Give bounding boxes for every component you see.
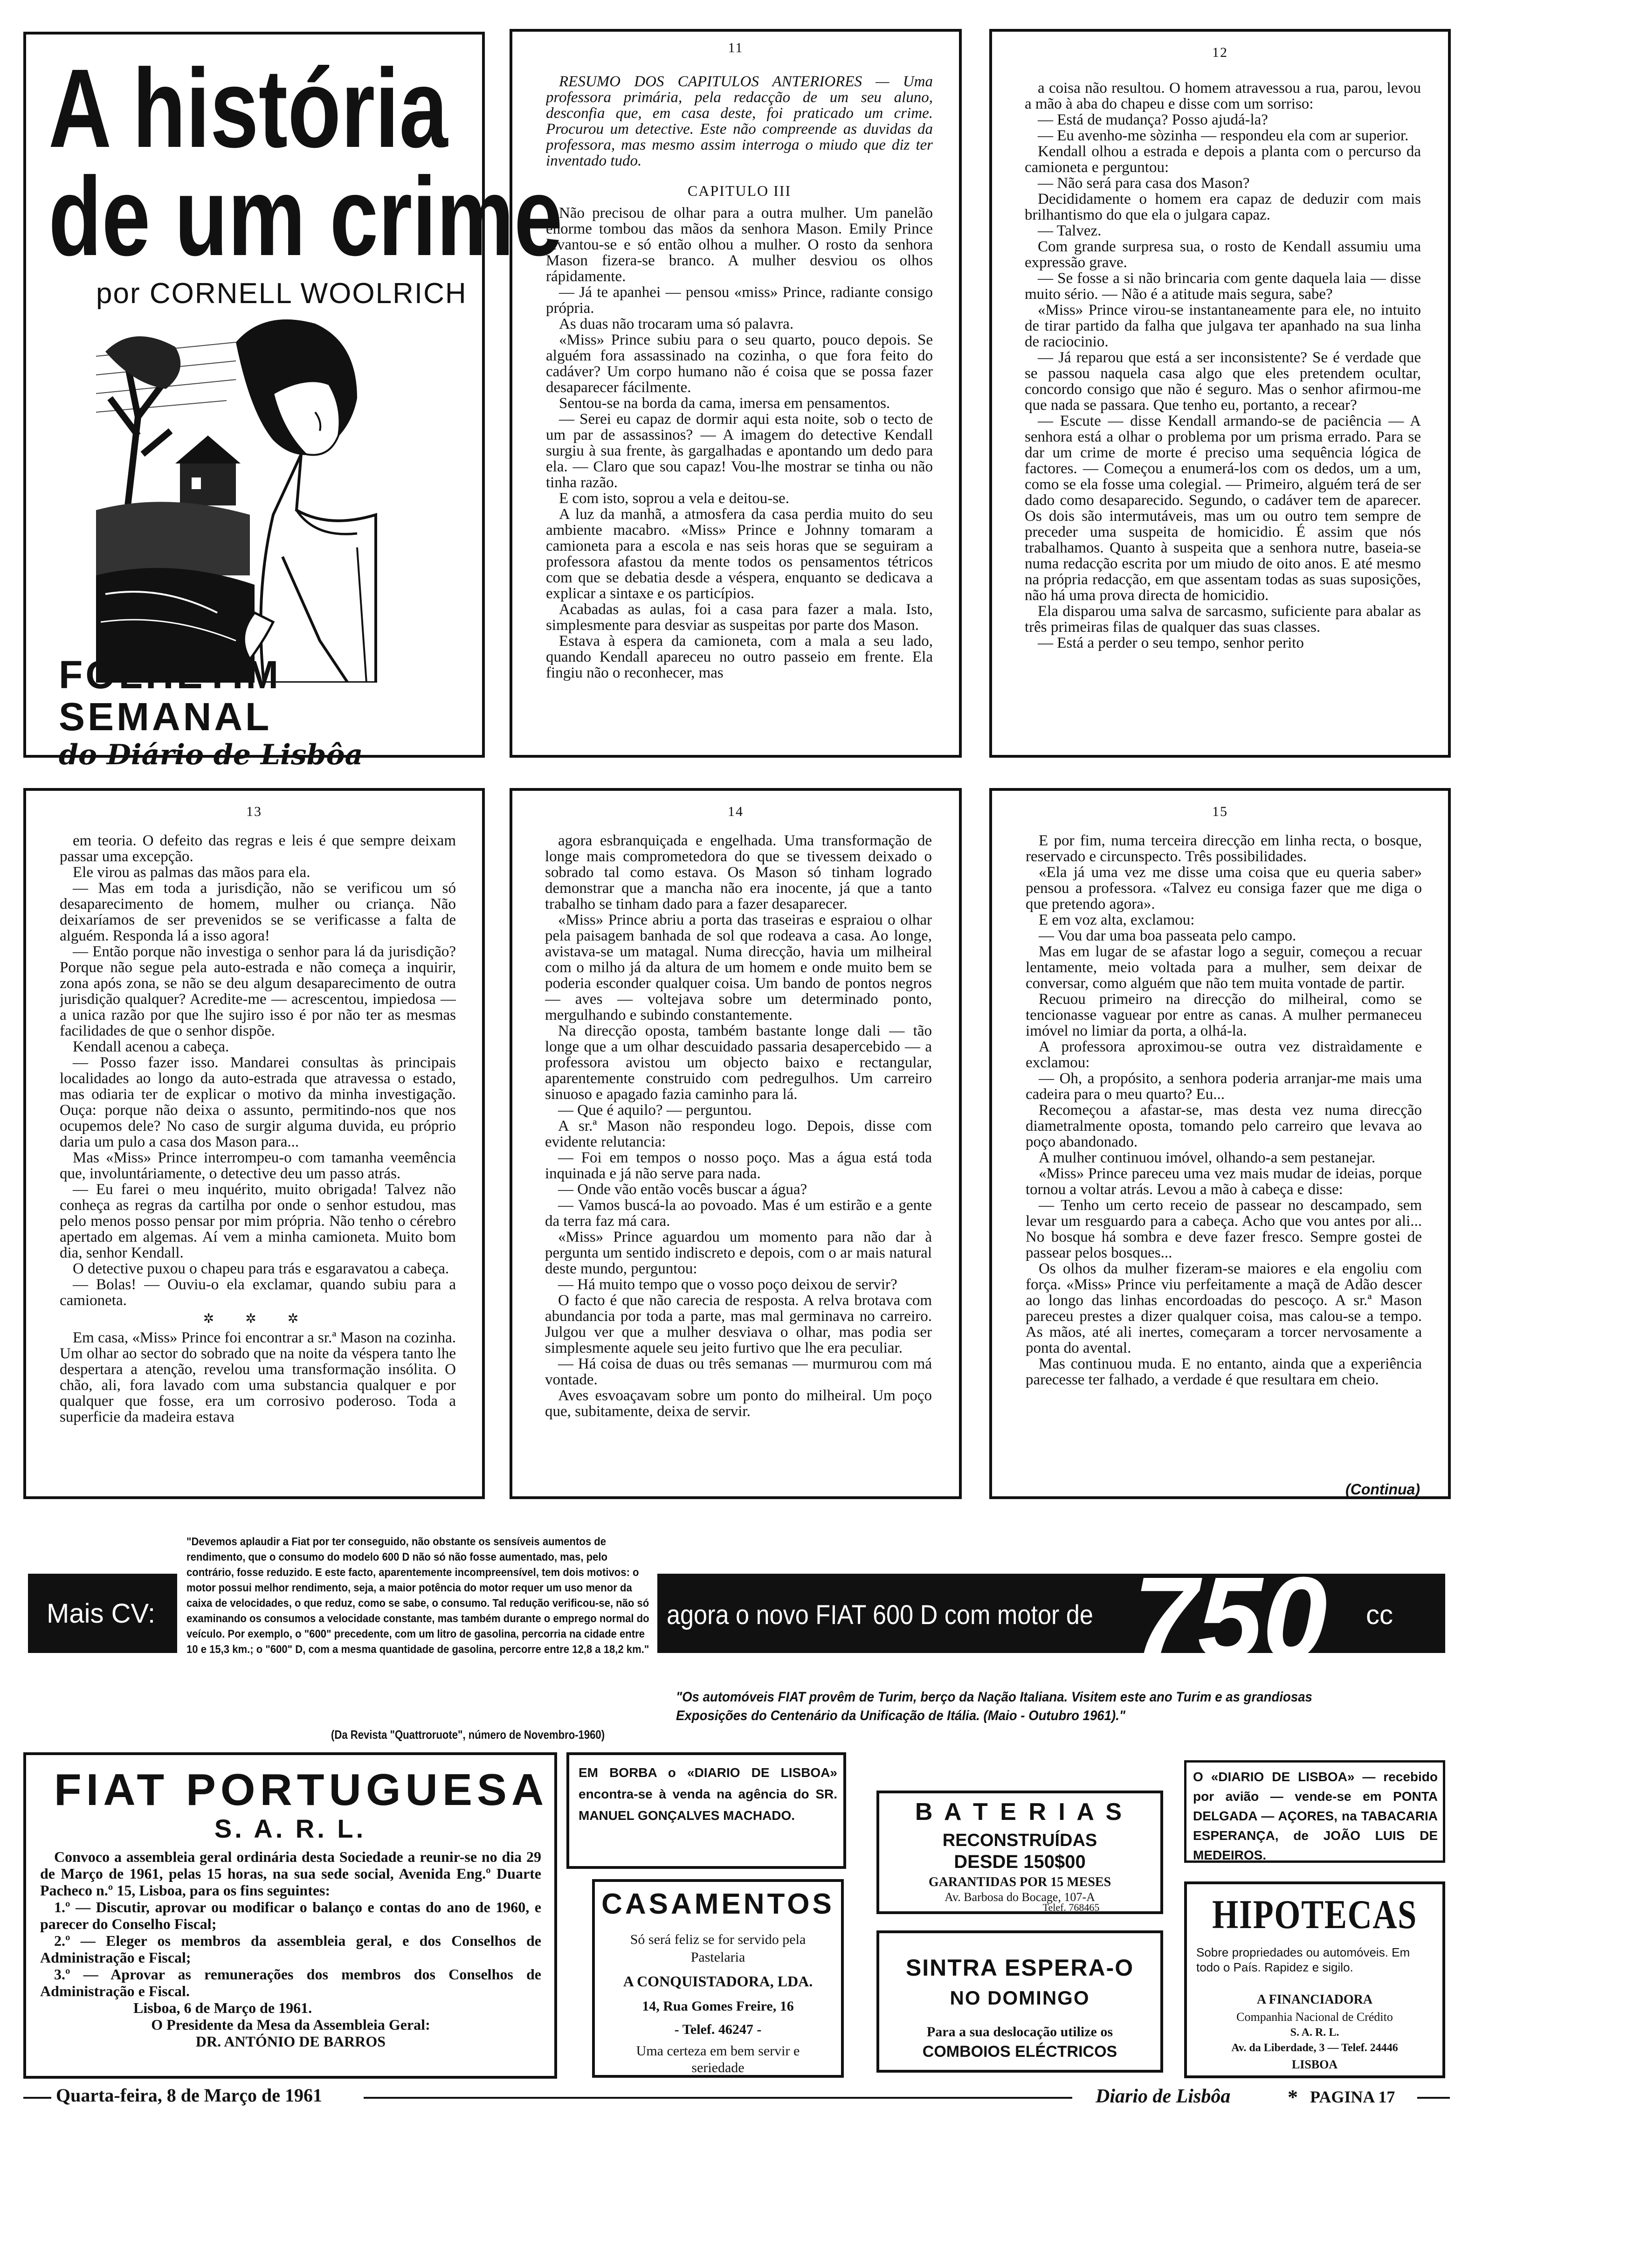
page-number-15: 15 [1212, 804, 1228, 819]
fp-sign1: O Presidente da Mesa da Assembleia Geral: [151, 2016, 430, 2033]
paragraph: — Que é aquilo? — perguntou. [558, 1102, 752, 1119]
paragraph: — Vou dar uma boa passeata pelo campo. [1039, 927, 1296, 944]
fiat-750: 750 [1133, 1553, 1328, 1683]
page-number-11: 11 [728, 40, 744, 55]
paragraph: «Miss» Prince pareceu uma vez mais mudar de ideias, porque tornou a voltar atrás. Levou a mão à cabeça e disse: [1026, 1165, 1422, 1198]
fp-item3: 3.º — Aprovar as remunerações dos membros dos Conselhos de Administração e Fiscal. [40, 1966, 541, 1999]
fiat-quote: "Devemos aplaudir a Fiat por ter conseguido, não obstante os sensíveis aumentos de rendimento, que o consumo do modelo 600 D não só não fosse aumentado, mas, pelo contrário, fosse reduzido. E este facto, aparentemente incompreensível, tem dois motivos: o motor possui melhor rendimento, seja, a maior potência do motor requer um uso menor da caixa de velocidades, o que reduz, como se sabe, o consumo. Tal redução verificou-se, não só examinando os consumos a velocidade constante, mas também durante o emprego normal do veículo. Por exemplo, o "600" precedente, com um litro de gasolina, percorria na cidade entre 10 e 15,3 km.; o "600" D, com a mesma quantidade de gasolina, percorre entre 12,8 a 18,2 km." [186, 1535, 649, 1656]
footer-rule-left [23, 2097, 51, 2099]
paragraph: em teoria. O defeito das regras e leis é que sempre deixam passar uma excepção. [60, 833, 456, 865]
page-11-text [546, 74, 933, 750]
baterias-title: B A T E R I A S [915, 1798, 1125, 1825]
fp-item2: 2.º — Eleger os membros da assembleia geral, e dos Conselhos de Administração e Fiscal; [40, 1932, 541, 1966]
paragraph: Os olhos da mulher fizeram-se maiores e ela engoliu com força. «Miss» Prince viu perfeitamente a maçã de Adão descer ao longo das linhas encordoadas do pescoço. A sr.ª Mason pareceu prestes a dizer qualquer coisa, mas calou-se a tempo. As mãos, até ali inertes, começaram a torcer nervosamente a ponta do avental. [1026, 1260, 1422, 1356]
paragraph: A sr.ª Mason não respondeu logo. Depois, disse com evidente relutancia: [545, 1118, 932, 1150]
paragraph: «Miss» Prince abriu a porta das traseiras e espraiou o olhar pela paisagem banhada de sol que rodeava a casa. Ao longe, avistava-se um matagal. Numa direcção, havia um milheiral com o milho já da altura de um homem e onde muito bem se poderia esconder qualquer coisa. Um bando de pontos negros — aves — voltejava sobre um determinado ponto, mergulhando e subindo constantemente. [545, 912, 932, 1023]
paragraph: A professora aproximou-se outra vez distraìdamente e exclamou: [1026, 1038, 1422, 1071]
paragraph: Aves esvoaçavam sobre um ponto do milheiral. Um poço que, subitamente, deixa de servir. [545, 1387, 932, 1420]
fp-intro: Convoco a assembleia geral ordinária desta Sociedade a reunir-se no dia 29 de Março de 1961, pelas 15 horas, na sua sede social, Avenida Eng.º Duarte Pacheco n.º 15, Lisboa, para os fins seguintes: [40, 1848, 541, 1899]
sintra-subtitle: NO DOMINGO [950, 1987, 1090, 2009]
page-15-box [989, 788, 1451, 1499]
page-15-paragraphs [1026, 833, 1422, 1388]
paragraph: E por fim, numa terceira direcção em linha recta, o bosque, reservado e circunspecto. Três possibilidades. [1026, 833, 1422, 865]
paragraph: — Serei eu capaz de dormir aqui esta noite, sob o tecto de um par de assassinos? — A imagem do detective Kendall surgiu à sua frente, às gargalhadas e apontando um dedo para ela. — Claro que sou capaz! Vou-lhe mostrar se tinha ou não tinha razão. [546, 411, 933, 491]
paragraph: Estava à espera da camioneta, com a mala a seu lado, quando Kendall apareceu no outro passeio em frente. Ela fingiu não o reconhecer, mas [546, 633, 933, 681]
hipotecas-ad [1184, 1881, 1445, 2078]
hipotecas-name: A FINANCIADORA [1256, 1992, 1373, 2007]
paragraph: Acabadas as aulas, foi a casa para fazer a mala. Isto, simplesmente para desviar as suspeitas por parte dos Mason. [546, 601, 933, 634]
fiat-portuguesa-body [40, 1848, 541, 2050]
footer-page: PAGINA 17 [1310, 2088, 1395, 2106]
paragraph: Ela disparou uma salva de sarcasmo, suficiente para abalar as três primeiras filas de qualquer das suas classes. [1025, 603, 1421, 636]
casamentos-phone: - Telef. 46247 - [674, 2022, 762, 2037]
paragraph: E com isto, soprou a vela e deitou-se. [559, 490, 789, 507]
paragraph: — Está de mudança? Posso ajudá-la? [1038, 111, 1268, 128]
serial-publisher: do Diário de Lisbôa [59, 739, 363, 771]
paragraph: — Onde vão então vocês buscar a água? [558, 1181, 807, 1198]
paragraph: Recuou primeiro na direcção do milheiral, como se tencionasse vaguear por entre as canas. A mulher permaneceu imóvel no limiar da porta, a olhá-la. [1026, 991, 1422, 1039]
paragraph: «Miss» Prince aguardou um momento para não dar à pergunta um sentido indiscreto e depois, com o ar mais natural deste mundo, perguntou: [545, 1229, 932, 1277]
fiat-portuguesa-title: FIAT PORTUGUESA [54, 1765, 549, 1815]
paragraph: Decididamente o homem era capaz de deduzir com mais brilhantismo do que ela o julgara capaz. [1025, 191, 1421, 223]
resumo-text: RESUMO DOS CAPITULOS ANTERIORES — Uma professora primária, pela redacção de um seu aluno, desconfia que, em casa deste, foi praticado um crime. Procurou um detective. Este não compreende as duvidas da professora, mas mesmo assim interroga o miudo que diz ter inventado tudo. [546, 74, 933, 169]
borba-text: EM BORBA o «DIARIO DE LISBOA» encontra-se à venda na agência do SR. MANUEL GONÇALVES MACHADO. [579, 1765, 837, 1823]
paragraph: Ele virou as palmas das mãos para ela. [73, 864, 310, 881]
mais-cv-label: Mais CV: [47, 1598, 156, 1629]
page-15-text [1026, 833, 1422, 1476]
paragraph: Kendall olhou a estrada e depois a planta com o percurso da camioneta e perguntou: [1025, 143, 1421, 176]
fiat-cc: cc [1366, 1600, 1393, 1630]
page-number-12: 12 [1212, 45, 1228, 60]
paragraph: Não precisou de olhar para a outra mulher. Um panelão enorme tombou das mãos da senhora Mason. Emily Prince levantou-se e só então olhou a mulher. O rosto da senhora Mason fizera-se branco. A mulher desviou os olhos rápidamente. [546, 205, 933, 285]
acores-ad [1184, 1760, 1445, 1863]
sintra-title: SINTRA ESPERA-O [905, 1955, 1134, 1981]
casamentos-tagline: Uma certeza em bem servir e seriedade [636, 2043, 800, 2075]
fp-sign2: DR. ANTÓNIO DE BARROS [195, 2033, 386, 2050]
fp-date: Lisboa, 6 de Março de 1961. [133, 1999, 312, 2016]
page-14-paragraphs [545, 833, 932, 1419]
paragraph: — Bolas! — Ouviu-o ela exclamar, quando subiu para a camioneta. [60, 1276, 456, 1309]
paragraph: agora esbranquiçada e engelhada. Uma transformação de longe mais comprometedora do que se tivessem deixado o sobrado tal como estava. Os Mason só tinham logrado demonstrar que a mancha não era inocente, já que a tanto trabalho se tinham dado para a fazer desaparecer. [545, 833, 932, 913]
paragraph: E em voz alta, exclamou: [1039, 912, 1195, 928]
page-13-box [23, 788, 485, 1499]
casamentos-title: CASAMENTOS [601, 1888, 834, 1920]
baterias-phone: Telef. 768465 [1042, 1902, 1100, 1913]
paragraph: «Miss» Prince subiu para o seu quarto, pouco depois. Se alguém fora assassinado na cozinha, o que fora feito do cadáver? Um corpo humano não é coisa que se possa fazer desaparecer fácilmente. [546, 332, 933, 396]
paragraph: O facto é que não carecia de resposta. A relva brotava com abundancia por toda a parte, mas mal germinava no carreiro. Julgou ver que a mulher desviava o olhar, mas podia ser simplesmente aquele seu jeito furtivo que lhe era peculiar. [545, 1292, 932, 1356]
serial-title-line2: de um crime [48, 154, 563, 279]
fiat-portuguesa-sarl: S. A. R. L. [214, 1814, 366, 1843]
sintra-line2: COMBOIOS ELÉCTRICOS [922, 2043, 1117, 2061]
paragraph: Mas continuou muda. E no entanto, ainda que a experiência parecesse ter falhado, a verdade é que resultara em cheio. [1026, 1355, 1422, 1388]
paragraph: — Mas em toda a jurisdição, não se verificou um só desaparecimento de homem, mulher ou criança. Não deixaríamos de ser prevenidos se se verificasse a falta de alguém. Responda lá a isso agora! [60, 880, 456, 944]
page-12-paragraphs [1025, 80, 1421, 651]
casamentos-address: 14, Rua Gomes Freire, 16 [642, 1998, 794, 2014]
baterias-line3: GARANTIDAS POR 15 MESES [928, 1875, 1111, 1889]
paragraph: — Eu farei o meu inquérito, muito obrigada! Talvez não conheça as regras da cartilha por onde o senhor estudou, mas pelo menos posso pensar por mim própria. Não tenho o cérebro apertado em algemas. Aí vem a minha camioneta. Muito bom dia, senhor Kendall. [60, 1181, 456, 1261]
footer-rule-right [1417, 2097, 1450, 2099]
footer-paper-name: Diario de Lisbôa [1096, 2086, 1231, 2107]
fiat-quote-source: (Da Revista "Quattroruote", número de Novembro-1960) [331, 1728, 605, 1742]
paragraph: — Há coisa de duas ou três semanas — murmurou com má vontade. [545, 1355, 932, 1388]
baterias-ad [876, 1791, 1163, 1914]
paragraph: As duas não trocaram uma só palavra. [559, 316, 794, 332]
hipotecas-sarl: S. A. R. L. [1290, 2026, 1339, 2039]
paragraph: Kendall acenou a cabeça. [73, 1038, 229, 1055]
fiat-footnote: "Os automóveis FIAT provêm de Turim, berço da Nação Italiana. Visitem este ano Turim e as grandiosas Exposições do Centenário da Unificação de Itália. (Maio - Outubro 1961)." [676, 1689, 1312, 1723]
continua-label: (Continua) [1345, 1481, 1420, 1498]
fp-item1: 1.º — Discutir, aprovar ou modificar o balanço e contas do ano de 1960, e parecer do Conselho Fiscal; [40, 1899, 541, 1932]
paragraph: — Posso fazer isso. Mandarei consultas às principais localidades ao longo da auto-estrada que atravessa o estado, mas odiaria ter de explicar o motivo da minha investigação. Ouça: porque não deixa o assunto, permitindo-nos que nos ocupemos dele? No caso de surgir alguma duvida, eu próprio daria um pulo a casa dos Mason para... [60, 1054, 456, 1150]
paragraph: — Se fosse a si não brincaria com gente daquela laia — disse muito sério. — Não é a atitude mais segura, sabe? [1025, 270, 1421, 303]
paragraph: — Tenho um certo receio de passear no descampado, sem levar um resguardo para a cabeça. Acho que vou antes por ali... No bosque há sombra e deve fazer fresco. Sempre gostei de passear pelos bosques... [1026, 1197, 1422, 1261]
hipotecas-company: Companhia Nacional de Crédito [1236, 2010, 1393, 2024]
serial-title-line1: A história [48, 46, 448, 171]
borba-ad [566, 1752, 846, 1869]
page-12-box [989, 29, 1451, 758]
paragraph: Sentou-se na borda da cama, imersa em pensamentos. [559, 395, 890, 412]
page-14-box [510, 788, 962, 1499]
paragraph: Em casa, «Miss» Prince foi encontrar a sr.ª Mason na cozinha. Um olhar ao sector do sobrado que na noite da véspera tanto lhe despertara a atenção, revelou uma transformação insólita. O chão, ali, fora lavado com uma substancia qualquer e por qualquer que fosse, era um corrosivo poderoso. Toda a superficie da madeira estava [60, 1329, 456, 1425]
page-14-text [545, 833, 932, 1495]
paragraph: O detective puxou o chapeu para trás e esgaravatou a cabeça. [73, 1260, 449, 1277]
sintra-ad [876, 1930, 1163, 2073]
casamentos-line1: Só será feliz se for servido pela Pastelaria [630, 1932, 806, 1965]
paragraph: Na direcção oposta, também bastante longe dali — tão longe que a um olhar descuidado passaria desapercebido — a professora avistou um objecto baixo e rectangular, aparentemente construido com pedregulhos. Um carreiro sinuoso e apagado fazia caminho para lá. [545, 1023, 932, 1103]
acores-text: O «DIARIO DE LISBOA» — recebido por avião — vende-se em PONTA DELGADA — AÇORES, na TABACARIA ESPERANÇA, de JOÃO LUIS DE MEDEIROS. [1193, 1770, 1438, 1862]
hipotecas-text: Sobre propriedades ou automóveis. Em todo o País. Rapidez e sigilo. [1196, 1945, 1410, 1974]
paragraph: — Não será para casa dos Mason? [1038, 175, 1250, 192]
page-13-paragraphs [60, 833, 456, 1308]
page-11-paragraphs [546, 205, 933, 681]
serial-title-box [23, 32, 563, 771]
paragraph: a coisa não resultou. O homem atravessou a rua, parou, levou a mão à aba do chapeu e disse com um sorriso: [1025, 80, 1421, 112]
mais-cv-banner [28, 1574, 177, 1653]
paragraph: «Miss» Prince virou-se instantaneamente para ele, no intuito de tirar partido da falha que julgava ter apanhado na sua linha de raciocinio. [1025, 302, 1421, 350]
page-13-text [60, 833, 456, 1495]
page-12-text [1025, 80, 1421, 752]
footer-rule-mid [364, 2097, 1072, 2099]
baterias-address: Av. Barbosa do Bocage, 107-A [945, 1890, 1095, 1904]
paragraph: «Ela já uma vez me disse uma coisa que eu queria saber» pensou a professora. «Talvez eu consiga fazer que me diga o que pretendo agora». [1026, 864, 1422, 913]
section-break-stars: ✲ ✲ ✲ [203, 1312, 313, 1326]
paragraph: — Oh, a propósito, a senhora poderia arranjar-me mais uma cadeira para o meu quarto? Eu... [1026, 1070, 1422, 1103]
hipotecas-address: Av. da Liberdade, 3 — Telef. 24446 [1231, 2042, 1398, 2054]
sintra-line1: Para a sua deslocação utilize os [926, 2024, 1113, 2040]
paragraph: — Já reparou que está a ser inconsistente? Se é verdade que se passou naquela casa algo que eles pretendem ocultar, concordo consigo que não é seguro. Mas o senhor afirmou-me que nada se passara. Que tenho eu, portanto, a recear? [1025, 349, 1421, 414]
baterias-line1: RECONSTRUÍDAS [942, 1831, 1097, 1850]
fiat-ad [28, 1534, 1445, 1753]
footer-star: * [1288, 2086, 1298, 2109]
chapter-heading: CAPITULO III [687, 182, 792, 199]
casamentos-ad [592, 1879, 844, 2078]
page-11-box [510, 29, 962, 758]
paragraph: — Vamos buscá-la ao povoado. Mas é um estirão e a gente da terra faz má cara. [545, 1197, 932, 1230]
paragraph: — Há muito tempo que o vosso poço deixou de servir? [558, 1276, 897, 1293]
hipotecas-title: HIPOTECAS [1212, 1892, 1417, 1937]
footer-date: Quarta-feira, 8 de Março de 1961 [56, 2085, 322, 2106]
paragraph: — Foi em tempos o nosso poço. Mas a água está toda inquinada e já não serve para nada. [545, 1149, 932, 1182]
paragraph: — Escute — disse Kendall armando-se de paciência — A senhora está a olhar o problema por um prisma errado. Para se dar um crime de morte é preciso uma sequência lógica de factores. — Começou a enumerá-los com os dedos, um a um, como se ela fosse uma colegial. — Primeiro, alguém terá de ser dado como desaparecido. Segundo, o cadáver tem de aparecer. Os dois são intermutáveis, mas um ou outro tem sempre de preceder uma suspeita de homicidio. É assim que nós trabalhamos. Quanto à suspeita que a senhora nutre, baseia-se numa redacção escrita por um miudo de oito anos. E até mesmo na própria redacção, em que assentam todas as suas suposições, não há uma prova directa de homicidio. [1025, 413, 1421, 604]
paragraph: Mas em lugar de se afastar logo a seguir, começou a recuar lentamente, meio voltada para a mulher, sem deixar de conversar, como alguém que não tem muita vontade de partir. [1026, 943, 1422, 992]
fiat-headline-banner [657, 1553, 1445, 1683]
paragraph: — Está a perder o seu tempo, senhor perito [1038, 635, 1304, 651]
fiat-portuguesa-ad [23, 1752, 557, 2079]
page-13-paragraphs-after [60, 1330, 456, 1425]
paragraph: Recomeçou a afastar-se, mas desta vez numa direcção diametralmente oposta, tomando pelo carreiro que levava ao poço abandonado. [1026, 1102, 1422, 1150]
folhetim-line1: FOLHETIM [59, 653, 282, 697]
serial-byline: por CORNELL WOOLRICH [96, 277, 467, 310]
paragraph: A mulher continuou imóvel, olhando-a sem pestanejar. [1039, 1149, 1376, 1166]
serial-illustration [96, 314, 413, 683]
fiat-headline: agora o novo FIAT 600 D com motor de [667, 1600, 1093, 1630]
folhetim-line2: SEMANAL [59, 695, 272, 739]
baterias-line2: DESDE 150$00 [954, 1852, 1086, 1872]
page-number-13: 13 [246, 804, 262, 819]
paragraph: — Talvez. [1038, 222, 1102, 239]
page-number-14: 14 [728, 804, 744, 819]
paragraph: — Então porque não investiga o senhor para lá da jurisdição? Porque não segue pela auto-estrada e não começa a inquirir, zona após zona, se não se deu algum desaparecimento de outra jurisdição qualquer? Acredite-me — acrescentou, impiedosa — a unica razão por que lhe sujiro isso é por não ter as mesmas facilidades de que o senhor dispõe. [60, 943, 456, 1039]
paragraph: Com grande surpresa sua, o rosto de Kendall assumiu uma expressão grave. [1025, 238, 1421, 271]
casamentos-name: A CONQUISTADORA, LDA. [623, 1973, 813, 1990]
paragraph: Mas «Miss» Prince interrompeu-o com tamanha veemência que, involuntáriamente, o detective deu um passo atrás. [60, 1149, 456, 1182]
hipotecas-city: LISBOA [1291, 2058, 1338, 2071]
paragraph: — Eu avenho-me sòzinha — respondeu ela com ar superior. [1038, 127, 1409, 144]
paragraph: A luz da manhã, a atmosfera da casa perdia muito do seu ambiente macabro. «Miss» Prince e Johnny tomaram a camioneta para a escola e nas seis horas que se seguiram a professora afastou da mente todos os pensamentos tétricos com que se debatia desde a véspera, enquanto se dedicava a explicar a sintaxe e os particípios. [546, 506, 933, 602]
paragraph: — Já te apanhei — pensou «miss» Prince, radiante consigo própria. [546, 284, 933, 317]
